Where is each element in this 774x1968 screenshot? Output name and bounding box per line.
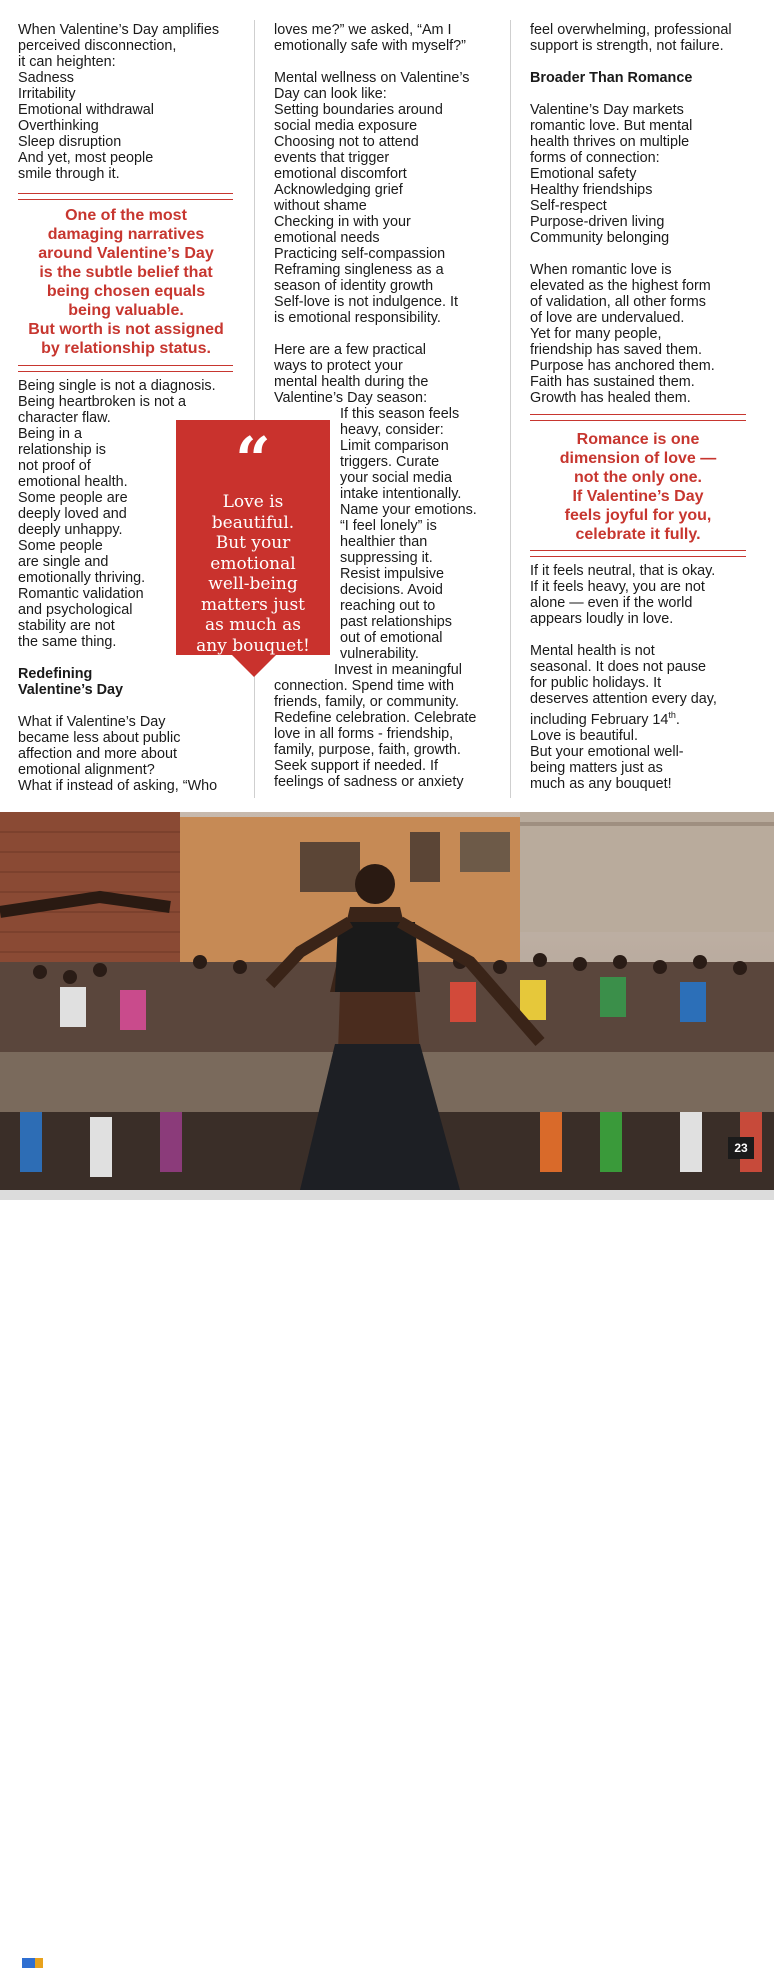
- text-line: When Valentine’s Day amplifies: [18, 22, 220, 38]
- text-line: suppressing it.: [340, 550, 433, 566]
- pullquote-rule-top: [530, 414, 746, 421]
- pullquote-1: [14, 206, 238, 358]
- text-line: Some people are: [18, 490, 128, 506]
- text-line: out of emotional: [340, 630, 443, 646]
- callout-line: as much as: [204, 615, 302, 635]
- text-line: Here are a few practical: [274, 342, 426, 358]
- text-line: appears loudly in love.: [530, 611, 674, 627]
- text-line: emotional health.: [18, 474, 128, 490]
- feb-text: including February 14: [530, 711, 669, 728]
- text-line: Day can look like:: [274, 86, 387, 102]
- text-line: Yet for many people,: [530, 326, 662, 342]
- text-line: stability are not: [18, 618, 115, 634]
- feb-sup: th: [668, 710, 676, 720]
- text-line: Self-love is not indulgence. It: [274, 294, 458, 310]
- text-line: If this season feels: [340, 406, 460, 422]
- section-heading: Broader Than Romance: [530, 70, 693, 86]
- pullquote-line: around Valentine’s Day: [38, 245, 214, 262]
- text-line: Irritability: [18, 86, 76, 102]
- text-line: Practicing self-compassion: [274, 246, 446, 262]
- text-line: Healthy friendships: [530, 182, 653, 198]
- pullquote-line: Romance is one: [576, 431, 700, 448]
- text-line: Mental wellness on Valentine’s: [274, 70, 470, 86]
- column-divider: [510, 20, 511, 798]
- text-line: Emotional safety: [530, 166, 637, 182]
- text-line: events that trigger: [274, 150, 390, 166]
- pullquote-line: damaging narratives: [47, 226, 205, 243]
- text-line: loves me?” we asked, “Am I: [274, 22, 452, 38]
- text-line: alone — even if the world: [530, 595, 693, 611]
- text-line: love in all forms - friendship,: [274, 726, 454, 742]
- section-heading: Redefining: [18, 666, 93, 682]
- callout-text: [176, 492, 330, 656]
- text-line: elevated as the highest form: [530, 278, 711, 294]
- callout-line: any bouquet!: [196, 635, 310, 656]
- photo-illustration: [0, 812, 774, 1190]
- publication-title: NAALYA FOOD BULLETIN: [47, 1958, 166, 1968]
- text-line: Purpose-driven living: [530, 214, 665, 230]
- text-line: Setting boundaries around: [274, 102, 443, 118]
- text-line: support is strength, not failure.: [530, 38, 724, 54]
- text-line: character flaw.: [18, 410, 111, 426]
- text-line: Valentine’s Day markets: [530, 102, 684, 118]
- text-line: feel overwhelming, professional: [530, 22, 732, 38]
- pullquote-line: is the subtle belief that: [39, 264, 213, 281]
- text-line: for public holidays. It: [530, 675, 662, 691]
- text-line: mental health during the: [274, 374, 429, 390]
- callout-line: But your: [215, 533, 291, 553]
- text-line: And yet, most people: [18, 150, 154, 166]
- text-line: Romantic validation: [18, 586, 144, 602]
- dancer-crowd-photo: [0, 812, 774, 1968]
- text-line: Community belonging: [530, 230, 670, 246]
- pullquote-line: celebrate it fully.: [575, 526, 701, 543]
- column-3: [530, 22, 758, 406]
- text-line: “I feel lonely” is: [340, 518, 437, 534]
- column-2: [274, 22, 496, 790]
- pullquote-line: being valuable.: [68, 302, 184, 319]
- pullquote-line: If Valentine’s Day: [572, 488, 704, 505]
- text-line: healthier than: [340, 534, 428, 550]
- callout-line: matters just: [200, 594, 305, 615]
- callout-quote-box: [176, 420, 330, 655]
- text-line: Purpose has anchored them.: [530, 358, 715, 374]
- text-line: past relationships: [340, 614, 452, 630]
- text-line: Choosing not to attend: [274, 134, 419, 150]
- pullquote-line: But worth is not assigned: [28, 321, 224, 338]
- text-line: Sleep disruption: [18, 134, 122, 150]
- section-heading: Valentine’s Day: [18, 682, 124, 698]
- text-line: forms of connection:: [530, 150, 660, 166]
- text-line: and psychological: [18, 602, 133, 618]
- callout-pointer: [232, 655, 276, 677]
- text-line: Invest in meaningful: [334, 662, 462, 678]
- text-line: What if instead of asking, “Who: [18, 778, 218, 794]
- text-line: Sadness: [18, 70, 75, 86]
- bulletin-logo-accent-icon: [35, 1958, 43, 1968]
- callout-line: beautiful.: [211, 512, 295, 533]
- text-line: Faith has sustained them.: [530, 374, 695, 390]
- text-line: Being single is not a diagnosis.: [18, 378, 216, 394]
- callout-line: well-being: [208, 574, 298, 594]
- text-line: reaching out to: [340, 598, 436, 614]
- text-line: of love are undervalued.: [530, 310, 685, 326]
- text-line: the same thing.: [18, 634, 117, 650]
- text-line: Resist impulsive: [340, 566, 444, 582]
- pullquote-line: dimension of love —: [559, 450, 717, 467]
- text-line: ways to protect your: [274, 358, 403, 374]
- text-line: romantic love. But mental: [530, 118, 693, 134]
- col3-lower: [530, 563, 758, 792]
- text-line: Valentine’s Day season:: [274, 390, 428, 406]
- text-line: much as any bouquet!: [530, 775, 672, 792]
- text-line: Seek support if needed. If: [274, 758, 439, 774]
- text-line: emotional discomfort: [274, 166, 407, 182]
- pullquote-2: [526, 430, 750, 544]
- text-line: smile through it.: [18, 166, 120, 182]
- text-line: Self-respect: [530, 198, 607, 214]
- text-line: If it feels heavy, you are not: [530, 579, 705, 595]
- text-line: without shame: [274, 198, 367, 214]
- text-line: friendship has saved them.: [530, 342, 702, 358]
- text-line: is emotional responsibility.: [274, 310, 441, 326]
- text-line: When romantic love is: [530, 262, 672, 278]
- text-line: Name your emotions.: [340, 502, 477, 518]
- text-line: are single and: [18, 554, 109, 570]
- text-line: Acknowledging grief: [274, 182, 403, 198]
- text-line: of validation, all other forms: [530, 294, 706, 310]
- text-line: If it feels neutral, that is okay.: [530, 563, 716, 579]
- text-line: What if Valentine’s Day: [18, 714, 166, 730]
- page-number: 23: [728, 1137, 754, 1159]
- text-line: Growth has healed them.: [530, 390, 691, 406]
- text-line: Love is beautiful.: [530, 727, 639, 744]
- text-line: intake intentionally.: [340, 486, 462, 502]
- column-divider: [254, 20, 255, 798]
- text-line: emotional needs: [274, 230, 380, 246]
- text-line: relationship is: [18, 442, 106, 458]
- text-line: not proof of: [18, 458, 91, 474]
- text-line: Some people: [18, 538, 103, 554]
- text-line: your social media: [340, 470, 452, 486]
- text-line: Overthinking: [18, 118, 99, 134]
- bottom-bar: [0, 1190, 774, 1200]
- quote-mark-icon: “: [235, 423, 271, 496]
- column-1: [18, 22, 240, 182]
- text-line: Checking in with your: [274, 214, 411, 230]
- text-line: emotional alignment?: [18, 762, 155, 778]
- text-line: deeply unhappy.: [18, 522, 123, 538]
- text-line: family, purpose, faith, growth.: [274, 742, 461, 758]
- text-line: heavy, consider:: [340, 422, 444, 438]
- text-line: seasonal. It does not pause: [530, 659, 707, 675]
- text-line: Emotional withdrawal: [18, 102, 154, 118]
- text-line: Redefine celebration. Celebrate: [274, 710, 477, 726]
- callout-line: Love is: [222, 492, 284, 512]
- text-line: Mental health is not: [530, 643, 655, 659]
- text-line: affection and more about: [18, 746, 177, 762]
- pullquote-line: by relationship status.: [41, 340, 211, 357]
- text-line: Being in a: [18, 426, 83, 442]
- text-line: Reframing singleness as a: [274, 262, 444, 278]
- callout-line: emotional: [210, 553, 296, 574]
- text-line: But your emotional well-: [530, 743, 684, 760]
- text-line: Being heartbroken is not a: [18, 394, 187, 410]
- text-line: perceived disconnection,: [18, 38, 177, 54]
- text-line: health thrives on multiple: [530, 134, 690, 150]
- col1-intro: [18, 22, 240, 182]
- pullquote-rule-bottom: [18, 365, 233, 372]
- text-line: deserves attention every day,: [530, 691, 717, 707]
- pullquote-line: not the only one.: [574, 469, 702, 486]
- text-line: being matters just as: [530, 759, 663, 776]
- text-line: vulnerability.: [340, 646, 419, 662]
- pullquote-rule-top: [18, 193, 233, 200]
- text-line: it can heighten:: [18, 54, 116, 70]
- text-line: emotionally thriving.: [18, 570, 146, 586]
- text-line: [530, 707, 758, 728]
- text-line: Limit comparison: [340, 438, 449, 454]
- pullquote-line: One of the most: [65, 207, 187, 224]
- text-line: became less about public: [18, 730, 181, 746]
- text-line: friends, family, or community.: [274, 694, 459, 710]
- text-line: social media exposure: [274, 118, 418, 134]
- text-line: season of identity growth: [274, 278, 434, 294]
- text-line: triggers. Curate: [340, 454, 440, 470]
- bulletin-logo-icon: [22, 1958, 35, 1968]
- pullquote-rule-bottom: [530, 550, 746, 557]
- publication-name: [22, 1958, 166, 1968]
- text-line: emotionally safe with myself?”: [274, 38, 466, 54]
- text-line: connection. Spend time with: [274, 678, 454, 694]
- pullquote-line: feels joyful for you,: [564, 507, 712, 524]
- text-line: deeply loved and: [18, 506, 127, 522]
- text-line: feelings of sadness or anxiety: [274, 774, 464, 790]
- pullquote-line: being chosen equals: [46, 283, 206, 300]
- feb-end: .: [675, 711, 680, 728]
- text-line: decisions. Avoid: [340, 582, 443, 598]
